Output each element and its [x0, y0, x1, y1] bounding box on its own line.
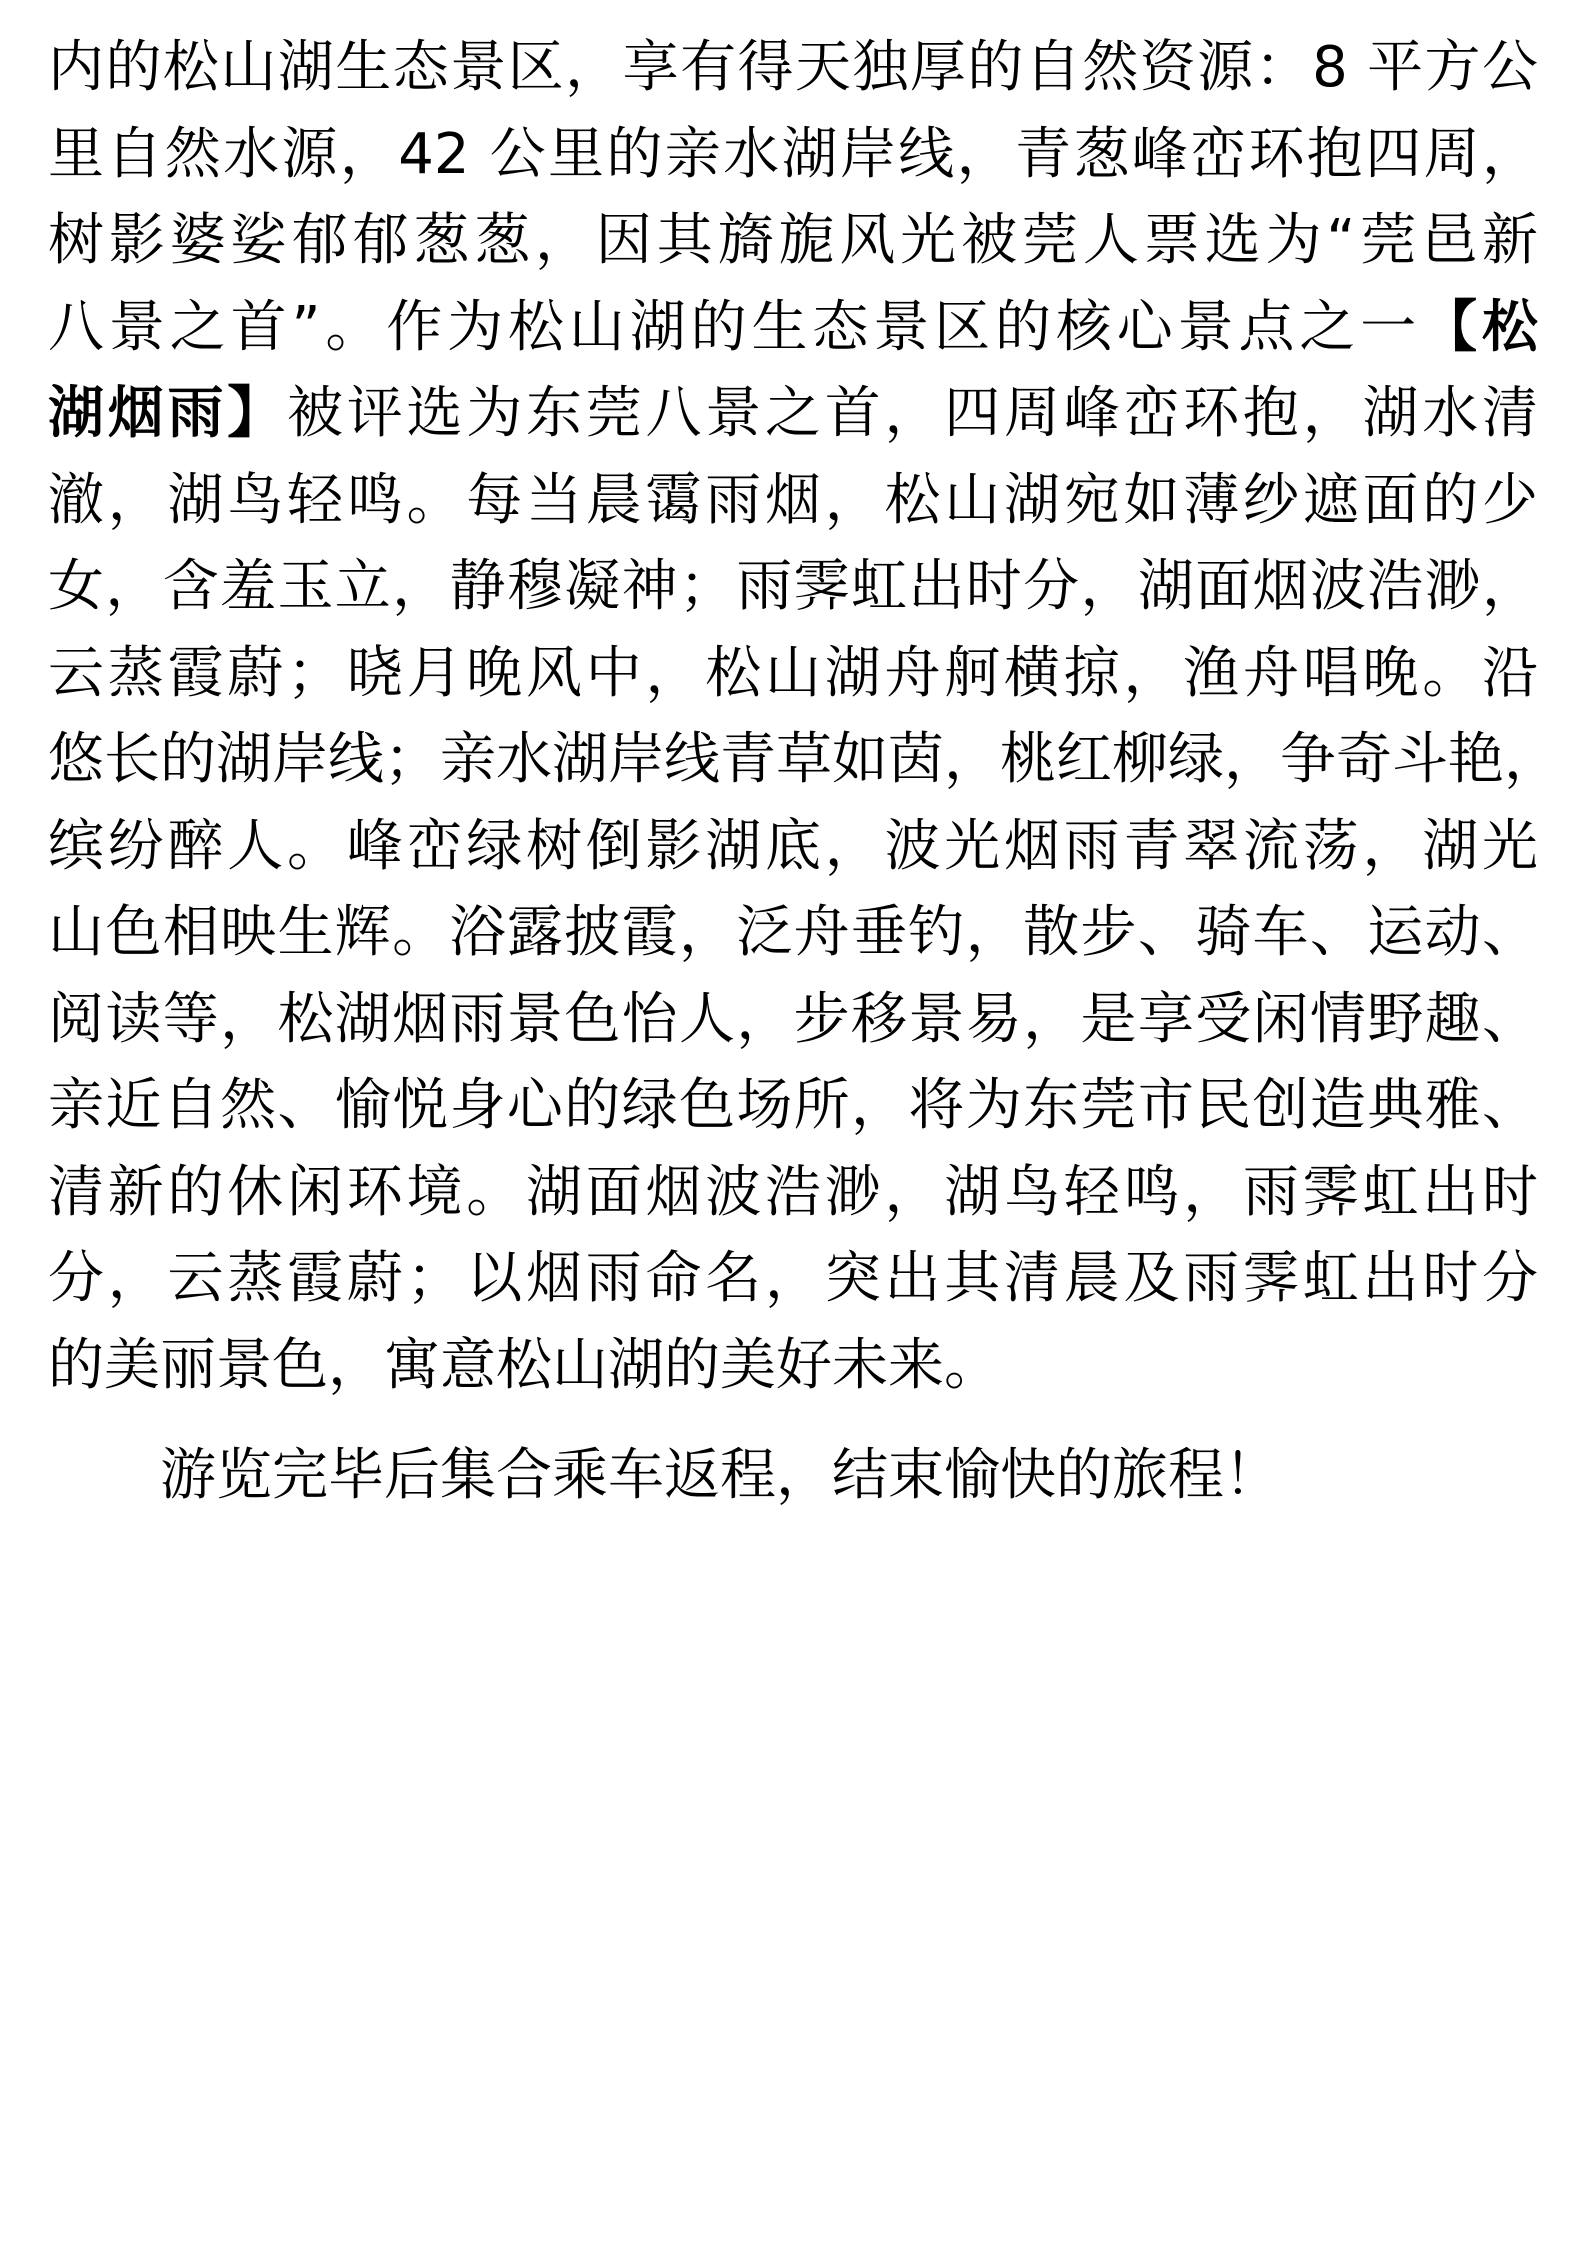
- text-line: 树影婆娑郁郁葱葱，因其旖旎风光被莞人票选为“莞邑新: [48, 208, 1538, 273]
- text-line: 分，云蒸霞蔚；以烟雨命名，突出其清晨及雨霁虹出时分: [48, 1246, 1538, 1311]
- text-line: 悠长的湖岸线；亲水湖岸线青草如茵，桃红柳绿，争奇斗艳，: [48, 727, 1560, 792]
- text-line: 里自然水源，42 公里的亲水湖岸线，青葱峰峦环抱四周，: [48, 122, 1538, 187]
- text-run: 被评选为东莞八景之首，四周峰峦环抱，湖水清: [287, 381, 1538, 446]
- text-line: 云蒸霞蔚；晓月晚风中，松山湖舟舸横掠，渔舟唱晚。沿: [48, 641, 1538, 706]
- text-line: 的美丽景色，寓意松山湖的美好未来。: [48, 1333, 1000, 1398]
- text-line: 游览完毕后集合乘车返程，结束愉快的旅程！: [160, 1443, 1280, 1508]
- text-line: 亲近自然、愉悦身心的绿色场所，将为东莞市民创造典雅、: [48, 1073, 1538, 1138]
- text-line: 澈，湖鸟轻鸣。每当晨霭雨烟，松山湖宛如薄纱遮面的少: [48, 468, 1538, 533]
- text-run: 八景之首”。作为松山湖的生态景区的核心景点之一: [48, 295, 1422, 360]
- text-line: [48, 288, 1538, 368]
- text-line: 阅读等，松湖烟雨景色怡人，步移景易，是享受闲情野趣、: [48, 987, 1538, 1052]
- bold-text-run: 湖烟雨】: [48, 381, 287, 446]
- text-line: 清新的休闲环境。湖面烟波浩渺，湖鸟轻鸣，雨霁虹出时: [48, 1160, 1538, 1225]
- bold-text-run: 【松: [1421, 295, 1538, 360]
- text-line: 女，含羞玉立，静穆凝神；雨霁虹出时分，湖面烟波浩渺，: [48, 554, 1538, 619]
- text-line: 内的松山湖生态景区，享有得天独厚的自然资源：8 平方公: [48, 35, 1538, 100]
- text-line: [48, 374, 1538, 454]
- text-line: 山色相映生辉。浴露披霞，泛舟垂钓，散步、骑车、运动、: [48, 900, 1538, 965]
- text-line: 缤纷醉人。峰峦绿树倒影湖底，波光烟雨青翠流荡，湖光: [48, 814, 1538, 879]
